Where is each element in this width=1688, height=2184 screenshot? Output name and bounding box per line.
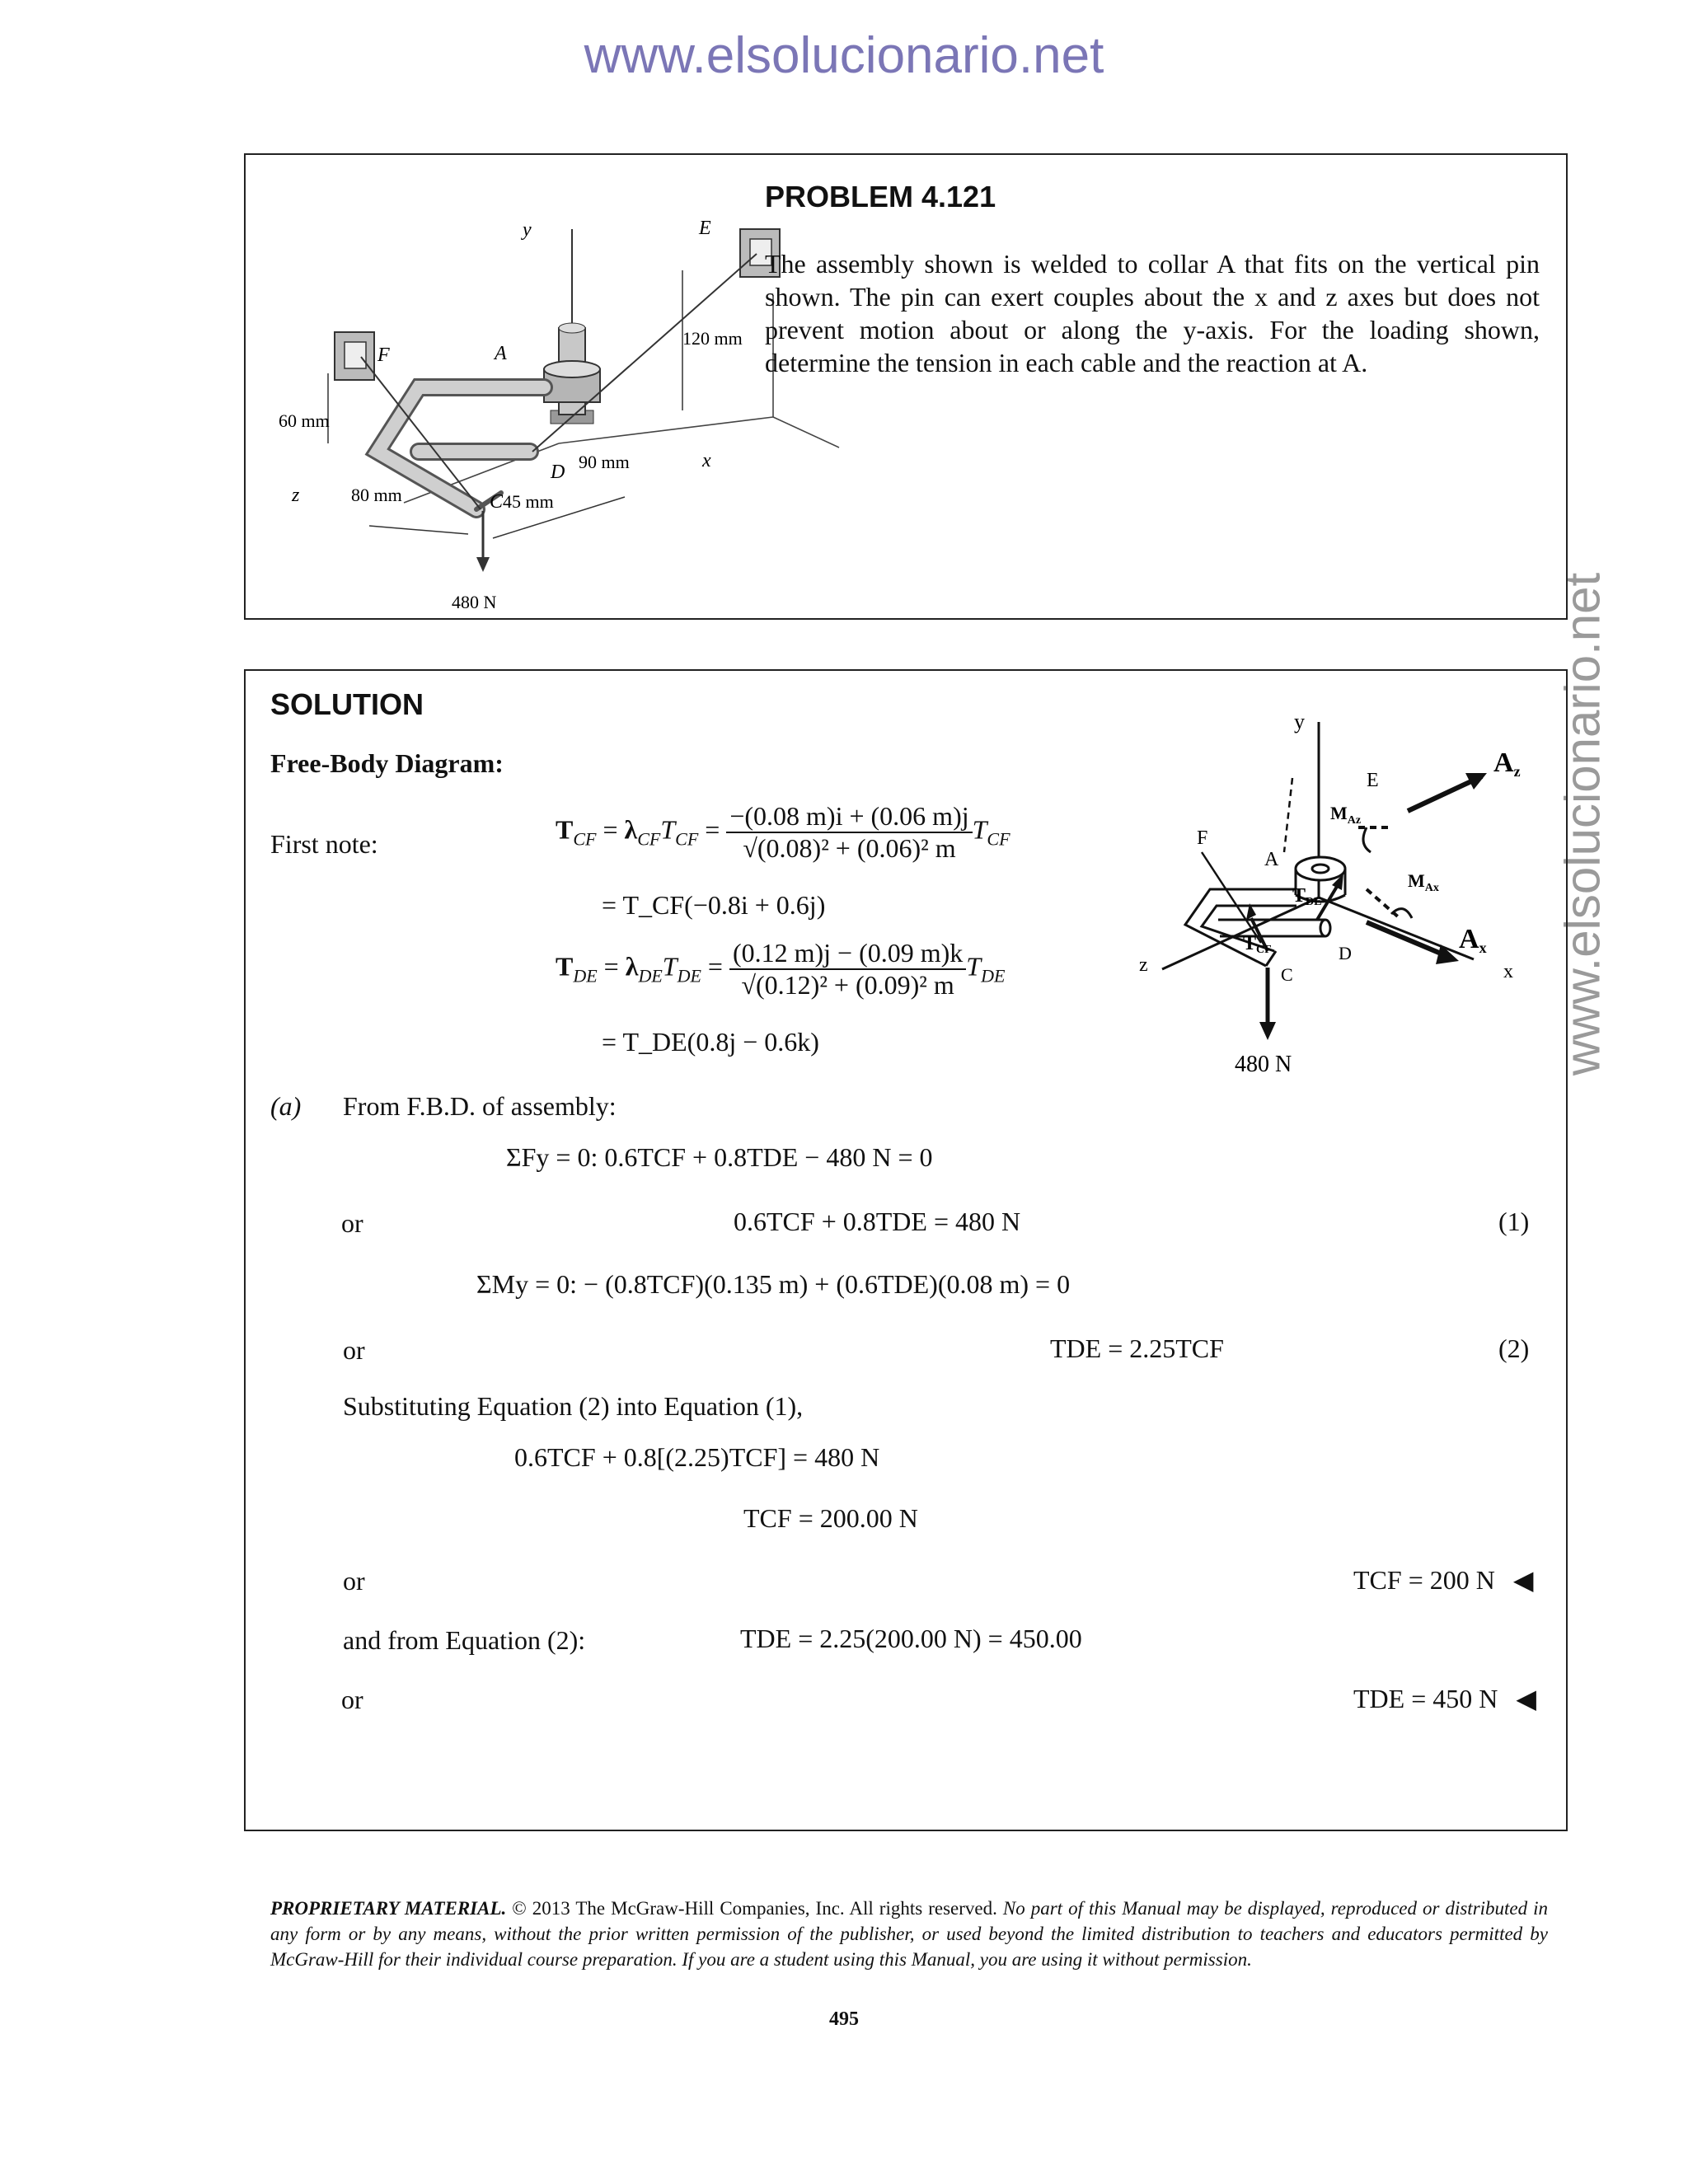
eq-tde: $T_{DE} = \lambda_{DE}T_{DE}$ = $\frac{(0.12 m)j - (0.09 m)k}{\text{√(0.12)² + (0.09)² m}}$ $T_{DE}$ [556,938,1006,1000]
part-a-label: (a) [270,1091,302,1121]
answer-tcf-text: TCF = 200 N [1353,1565,1495,1595]
fbd-label-f: F [1197,827,1208,849]
problem-figure [279,171,987,608]
eq-2-number: (2) [1498,1333,1530,1363]
fbd-label-y: y [1294,710,1305,733]
fbd-title: Free-Body Diagram: [270,748,504,778]
footer-notice-text: No part of this Manual may be displayed, reproduced or distributed in any form or by any means, without the prior written permission of the publisher, or used beyond the limited distribution to teachers and educators permitted by McGraw-Hill for their individual course preparation. If you are a student using this Manual, you are using it without permission. [270,1898,1549,1970]
collar-a [544,323,600,424]
eq-tde-result: = T_DE(0.8j − 0.6k) [602,1027,819,1057]
fbd-label-az: Az [1493,748,1521,780]
fig-label-a: A [495,343,507,364]
answer-tde [1353,1683,1536,1714]
or-label-2: or [343,1335,365,1365]
fbd-label-a: A [1264,849,1279,870]
fbd-label-tde: TDE [1292,885,1322,908]
fbd-label-tcf: TCF [1243,933,1272,956]
first-note-label: First note: [270,829,378,859]
bracket-f [335,332,374,380]
problem-box [244,153,1568,620]
answer-marker-icon: ◀ [1512,1565,1534,1595]
eq-1-number: (1) [1498,1207,1530,1236]
fbd-label-max: $M_{Ax}$ [1408,870,1439,894]
fig-label-y: y [523,219,532,241]
answer-tde-text: TDE = 450 N [1353,1684,1498,1713]
fbd-label-c: C [1281,964,1293,985]
load-arrow [476,511,490,572]
footer-notice [270,1896,1548,1972]
eq-2: TDE = 2.25TCF [1050,1333,1224,1363]
solution-box [244,669,1568,1831]
eq-tde-den: √(0.12)² + (0.09)² m [729,968,966,1001]
fbd-figure [1119,704,1548,1091]
eq-tcf: $T_{CF} = \lambda_{CF}T_{CF}$ = $\frac{-(0.08 m)i + (0.06 m)j}{\text{√(0.08)² + (0.06)² m}}$ $T_{CF}$ [556,801,1010,863]
fbd-label-d: D [1339,943,1352,963]
footer-bold-label: PROPRIETARY MATERIAL. [270,1898,507,1919]
answer-marker-icon: ◀ [1516,1684,1536,1713]
fig-label-load: 480 N [452,592,497,608]
fbd-label-e: E [1367,770,1379,791]
part-a-text: From F.B.D. of assembly: [343,1091,617,1121]
fbd-label-load: 480 N [1235,1052,1292,1077]
fig-label-c: C [490,491,504,513]
fbd-label-maz: $M_{Az}$ [1330,803,1362,827]
fig-label-90: 90 mm [579,452,630,472]
eq-tcf-result: = T_CF(−0.8i + 0.6j) [602,890,826,920]
fig-label-120: 120 mm [682,328,743,349]
fig-label-d: D [551,462,565,483]
fig-label-z: z [292,485,300,506]
fbd-label-ax: Ax [1459,924,1487,956]
eq-tcf-den: √(0.08)² + (0.06)² m [726,832,972,864]
fig-label-45: 45 mm [503,491,554,512]
eq-tcf-value: TCF = 200.00 N [743,1503,918,1533]
or-label-4: or [341,1685,363,1714]
problem-title: PROBLEM 4.121 [765,180,996,213]
fig-label-60: 60 mm [279,410,330,431]
eq-sum-my: ΣMy = 0: − (0.8TCF)(0.135 m) + (0.6TDE)(0.08 m) = 0 [476,1269,1071,1299]
fbd-label-x: x [1503,961,1513,982]
watermark-top: www.elsolucionario.net [584,27,1104,84]
eq-tde-num: (0.12 m)j − (0.09 m)k [732,938,964,968]
eq-tde-value: TDE = 2.25(200.00 N) = 450.00 [740,1624,1082,1653]
or-label-1: or [341,1208,363,1238]
solution-title: SOLUTION [270,687,424,721]
page-number: 495 [829,2008,859,2030]
from-eq2-text: and from Equation (2): [343,1625,586,1655]
eq-1: 0.6TCF + 0.8TDE = 480 N [734,1207,1021,1236]
fig-label-f: F [377,344,390,366]
fig-label-e: E [699,218,711,239]
eq-sum-fy: ΣFy = 0: 0.6TCF + 0.8TDE − 480 N = 0 [506,1142,933,1172]
footer-copyright: © 2013 The McGraw-Hill Companies, Inc. All rights reserved. [512,1898,997,1919]
fig-label-80: 80 mm [351,485,402,505]
substitution-text: Substituting Equation (2) into Equation (1), [343,1391,804,1421]
answer-tcf [1353,1564,1533,1596]
or-label-3: or [343,1566,365,1596]
fbd-label-z: z [1139,954,1148,976]
problem-statement: The assembly shown is welded to collar A that fits on the vertical pin shown. The pin can exert couples about the x and z axes but does not prevent motion about or along the y-axis. For the loading shown, determine the tension in each cable and the reaction at A. [765,249,1540,377]
eq-substitution: 0.6TCF + 0.8[(2.25)TCF] = 480 N [514,1442,880,1472]
eq-tcf-num: −(0.08 m)i + (0.06 m)j [729,801,969,831]
fig-label-x: x [702,450,711,471]
